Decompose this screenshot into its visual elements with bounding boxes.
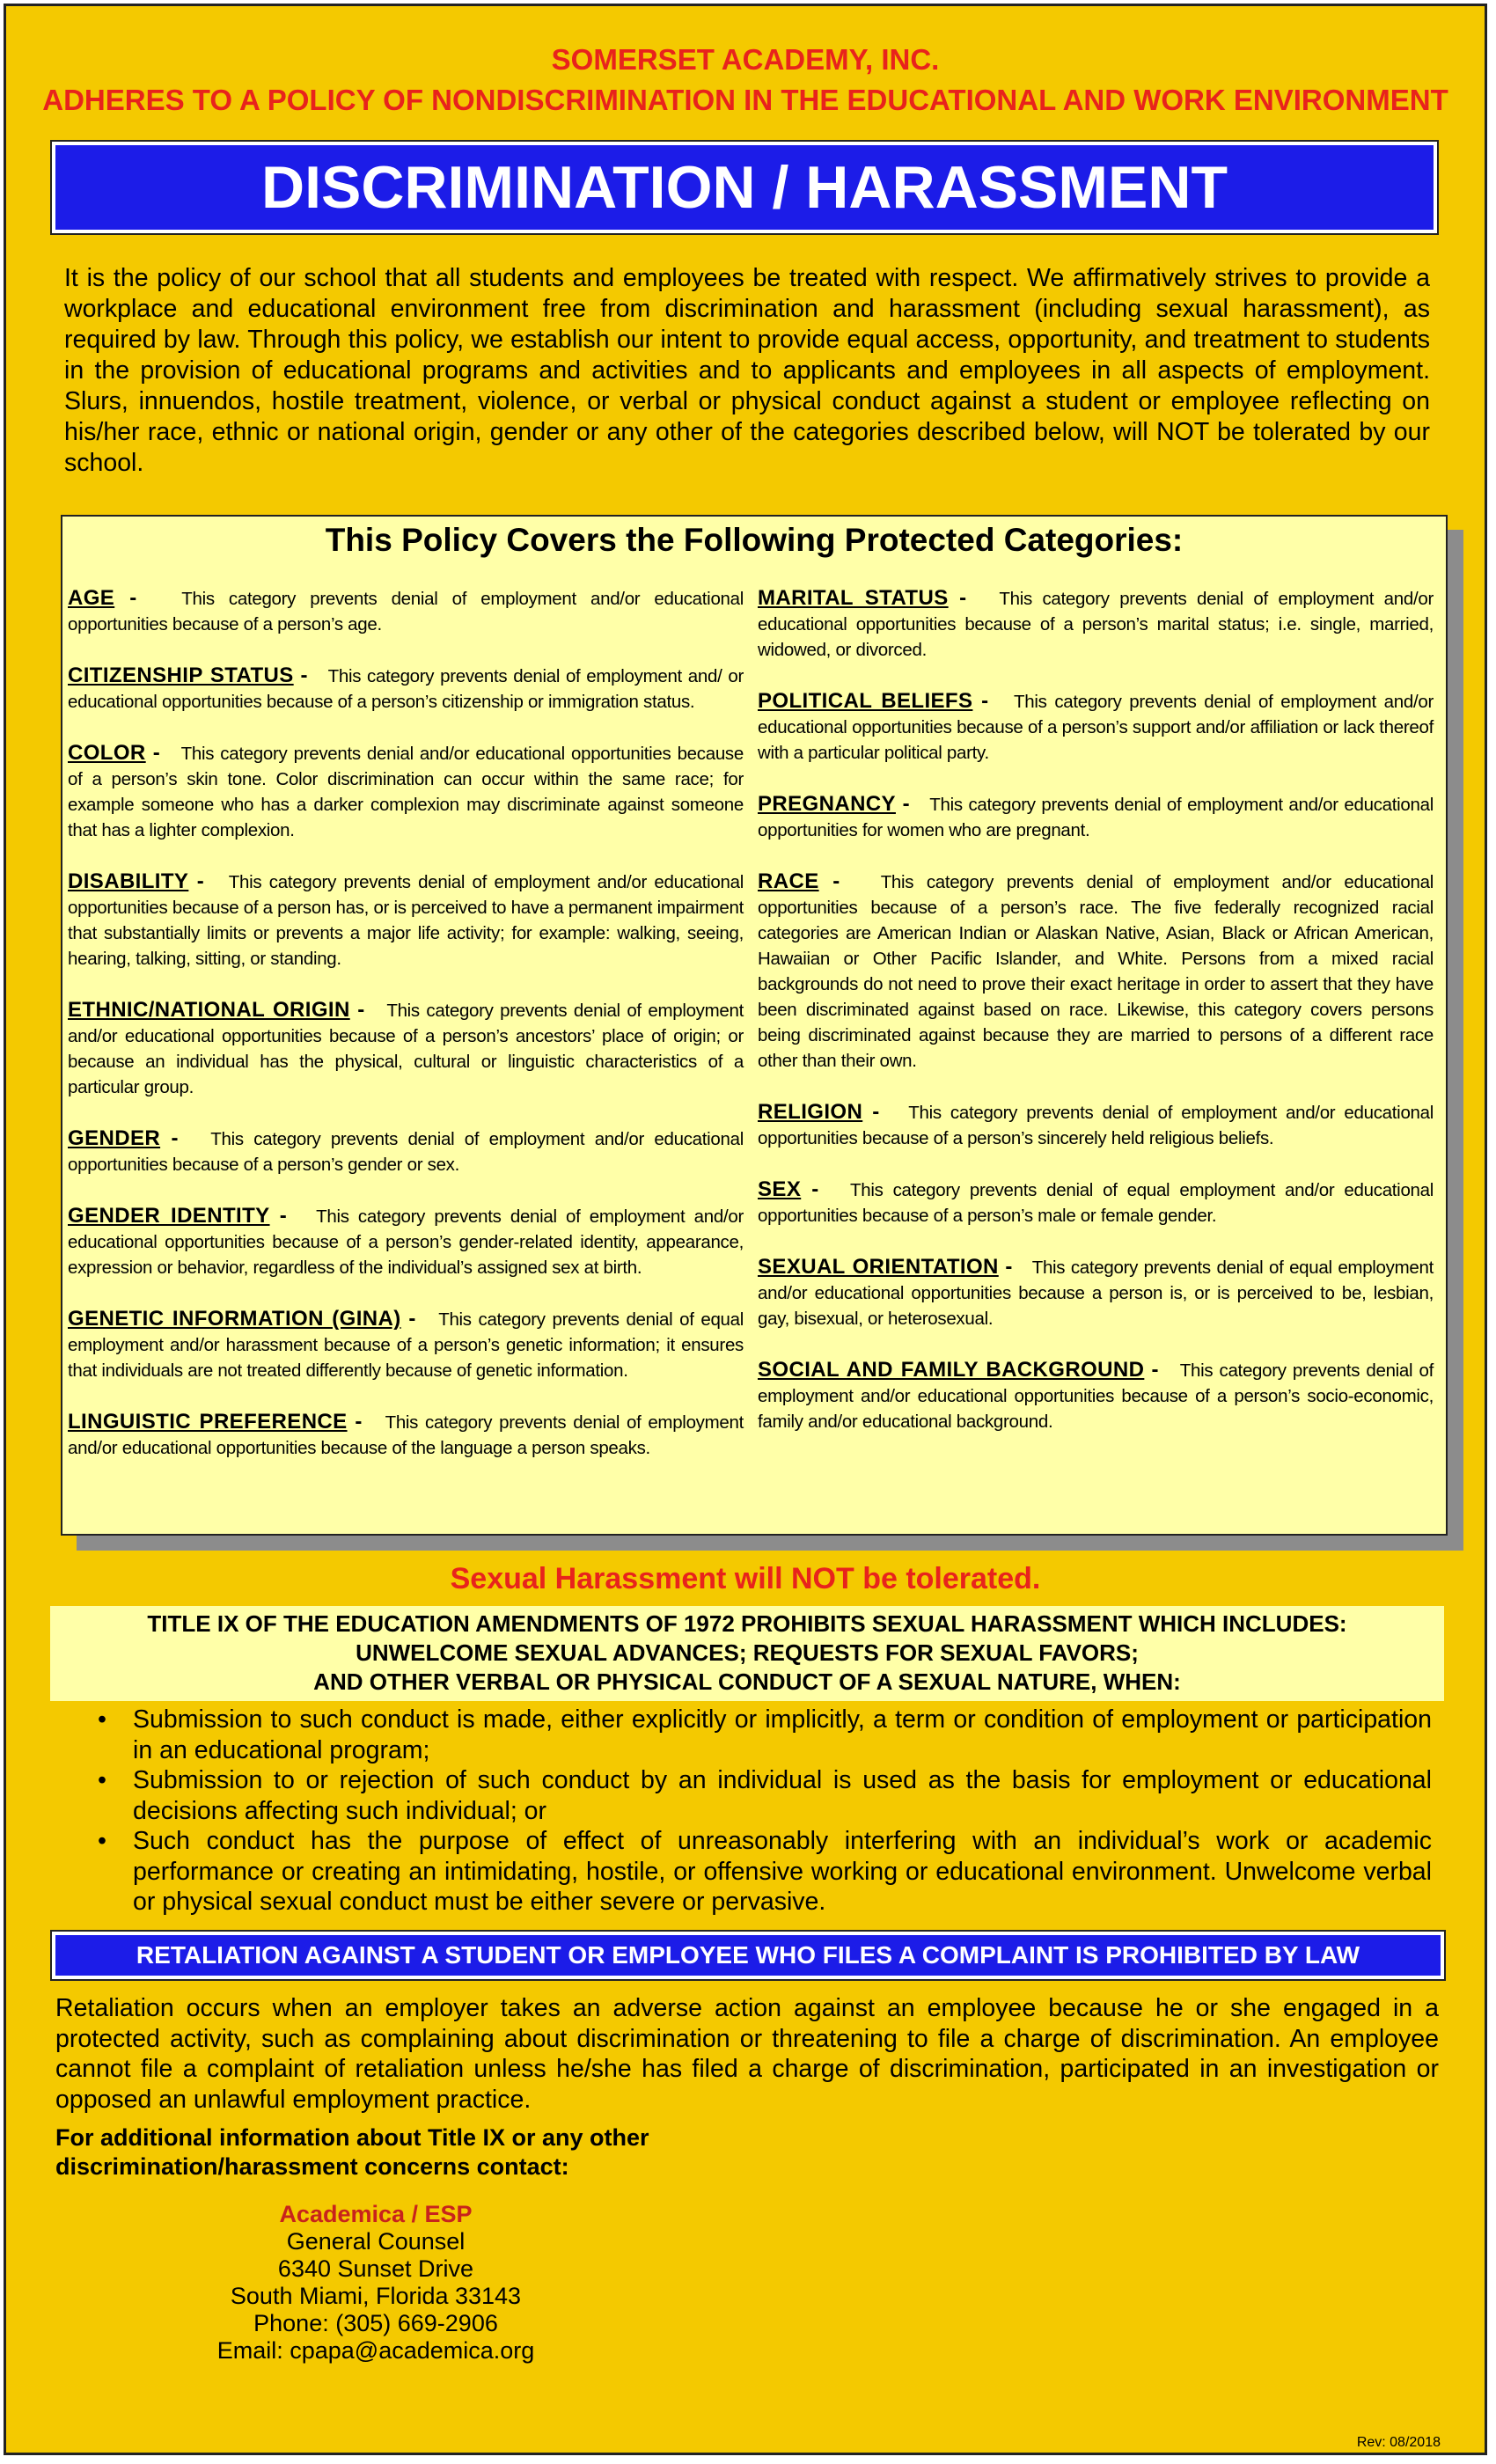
category-description: This category prevents denial of employment and/or educational opportunities because of a person’s socio-economic, family and/or educational background. (758, 1360, 1434, 1432)
contact-block (147, 2201, 605, 2365)
bullet-icon: • (98, 1766, 106, 1794)
intro-paragraph: It is the policy of our school that all students and employees be treated with respect. We affirmatively strives to provide a workplace and educational environment free from discrimination and harassment (including sexual harassment), as required by law. Through this policy, we establish our intent to provide equal access, opportunity, and treatment to students in the provision of educational programs and activities and to applicants and employees in all aspects of employment. Slurs, innuendos, hostile treatment, violence, or verbal or physical conduct against a student or employee reflecting on his/her race, ethnic or national origin, gender or any other of the categories described below, will NOT be tolerated by our school. (64, 264, 1430, 477)
category-name: CITIZENSHIP STATUS (68, 664, 294, 687)
harassment-conditions-list (94, 1705, 1432, 1918)
categories-panel (61, 515, 1448, 1536)
category-item: COLOR - This category prevents denial and/or educational opportunities because of a person’s skin tone. Color discrimination can occur within the same race; for example someone who has a darker complexion may discriminate against someone that has a lighter complexion. (68, 741, 744, 840)
category-item: SEX - This category prevents denial of equal employment and/or educational opportunities because of a person’s male or female gender. (758, 1177, 1434, 1226)
contact-organization: Academica / ESP (279, 2201, 473, 2227)
list-item: • Such conduct has the purpose of effect of unreasonably interfering with an individual’s work or academic performance or creating an intimidating, hostile, or offensive working or educational environment. Unwelcome verbal or physical sexual conduct must be either severe or pervasive. (98, 1827, 1432, 1916)
category-description: This category prevents denial of employment and/or educational opportunities for women who are pregnant. (758, 795, 1434, 840)
category-item: SOCIAL AND FAMILY BACKGROUND - This category prevents denial of employment and/or educational opportunities because of a person’s socio-economic, family and/or educational background. (758, 1358, 1434, 1432)
list-item: • Submission to such conduct is made, either explicitly or implicitly, a term or condition of employment or participation in an educational program; (98, 1705, 1432, 1764)
category-description: This category prevents denial of employment and/or educational opportunities because of a person’s ancestors’ place of origin; or because an individual has the physical, cultural or linguistic characteristics of a particular group. (68, 1001, 744, 1097)
category-item: GENDER IDENTITY - This category prevents denial of employment and/or educational opportunities because of a person’s gender-related identity, appearance, expression or behavior, regardless of the individual’s assigned sex at birth. (68, 1204, 744, 1278)
organization-name: SOMERSET ACADEMY, INC. (551, 43, 940, 76)
category-item: GENDER - This category prevents denial of employment and/or educational opportunities because of a person’s gender or sex. (68, 1126, 744, 1175)
title-ix-box (50, 1606, 1444, 1701)
retaliation-banner: RETALIATION AGAINST A STUDENT OR EMPLOYEE WHO FILES A COMPLAINT IS PROHIBITED BY LAW (52, 1932, 1444, 1979)
category-description: This category prevents denial of employment and/or educational opportunities because of a person’s gender or sex. (68, 1129, 744, 1175)
category-item: RELIGION - This category prevents denial of employment and/or educational opportunities because of a person’s sincerely held religious beliefs. (758, 1100, 1434, 1148)
category-name: COLOR (68, 741, 146, 765)
category-item: ETHNIC/NATIONAL ORIGIN - This category prevents denial of employment and/or educational opportunities because of a person’s ancestors’ place of origin; or because an individual has the physical, cultural or linguistic characteristics of a particular group. (68, 998, 744, 1097)
category-name: POLITICAL BELIEFS (758, 689, 973, 713)
category-description: This category prevents denial of employment and/or educational opportunities because of a person has, or is perceived to have a permanent impairment that substantially limits or prevents a major life activity; for example: walking, seeing, hearing, talking, sitting, or standing. (68, 872, 744, 969)
categories-title: This Policy Covers the Following Protected Categories: (325, 522, 1184, 558)
category-description: This category prevents denial of employment and/or educational opportunities because of the language a person speaks. (68, 1412, 744, 1458)
category-item: MARITAL STATUS - This category prevents denial of employment and/or educational opportunities because of a person’s marital status; i.e. single, married, widowed, or divorced. (758, 586, 1434, 660)
category-description: This category prevents denial of equal employment and/or harassment because of a person’s genetic information; it ensures that individuals are not treated differently because of genetic information. (68, 1309, 744, 1381)
contact-phone: Phone: (305) 669-2906 (253, 2310, 498, 2336)
additional-info-heading (55, 2123, 649, 2182)
poster (4, 4, 1487, 2455)
additional-info-line: discrimination/harassment concerns contact: (55, 2153, 569, 2180)
category-description: This category prevents denial of employment and/or educational opportunities because of a person’s gender-related identity, appearance, expression or behavior, regardless of the individual’s assigned sex at birth. (68, 1206, 744, 1278)
category-name: GENETIC INFORMATION (GINA) (68, 1307, 401, 1331)
category-item: PREGNANCY - This category prevents denial of employment and/or educational opportunities for women who are pregnant. (758, 792, 1434, 840)
title-ix-line: TITLE IX OF THE EDUCATION AMENDMENTS OF 1972 PROHIBITS SEXUAL HARASSMENT WHICH INCLUDES: (147, 1610, 1347, 1637)
category-name: LINGUISTIC PREFERENCE (68, 1410, 348, 1434)
category-item: AGE - This category prevents denial of employment and/or educational opportunities because of a person’s age. (68, 586, 744, 634)
category-description: This category prevents denial of employment and/or educational opportunities because of a person’s support and/or affiliation or lack thereof with a particular political party. (758, 692, 1434, 763)
category-item: DISABILITY - This category prevents denial of employment and/or educational opportunities because of a person has, or is perceived to have a permanent impairment that substantially limits or prevents a major life activity; for example: walking, seeing, hearing, talking, sitting, or standing. (68, 869, 744, 969)
category-name: MARITAL STATUS (758, 586, 949, 610)
contact-address-line: 6340 Sunset Drive (277, 2255, 474, 2282)
title-banner: DISCRIMINATION / HARASSMENT (52, 142, 1437, 233)
categories-right-column (758, 585, 1434, 1460)
categories-left-column (68, 585, 744, 1486)
policy-statement: ADHERES TO A POLICY OF NONDISCRIMINATION IN THE EDUCATIONAL AND WORK ENVIRONMENT (42, 84, 1448, 116)
category-description: This category prevents denial of employment and/or educational opportunities because of a person’s race. The five federally recognized racial categories are American Indian or Alaskan Native, Asian, Black or African American, Hawaiian or Other Pacific Islander, and White. Persons from a mixed racial backgrounds do not need to prove their exact heritage in order to assert that they have been discriminated against based on race. Likewise, this category covers persons being discriminated against because they are married to persons of a different race other than their own. (758, 872, 1434, 1071)
title-ix-line: AND OTHER VERBAL OR PHYSICAL CONDUCT OF A SEXUAL NATURE, WHEN: (313, 1668, 1181, 1695)
sexual-harassment-heading: Sexual Harassment will NOT be tolerated. (450, 1562, 1041, 1595)
category-name: DISABILITY (68, 869, 189, 893)
category-name: RACE (758, 869, 819, 893)
category-description: This category prevents denial of equal employment and/or educational opportunities because of a person’s male or female gender. (758, 1180, 1434, 1226)
category-item: CITIZENSHIP STATUS - This category prevents denial of employment and/ or educational opportunities because of a person’s citizenship or immigration status. (68, 664, 744, 712)
retaliation-paragraph: Retaliation occurs when an employer takes an adverse action against an employee because he or she engaged in a protected activity, such as complaining about discrimination or threatening to file a charge of discrimination. An employee cannot file a complaint of retaliation unless he/she has filed a charge of discrimination, participated in an investigation or opposed an unlawful employment practice. (55, 1994, 1439, 2114)
category-item: LINGUISTIC PREFERENCE - This category prevents denial of employment and/or educational opportunities because of the language a person speaks. (68, 1410, 744, 1458)
category-item: RACE - This category prevents denial of employment and/or educational opportunities because of a person’s race. The five federally recognized racial categories are American Indian or Alaskan Native, Asian, Black or African American, Hawaiian or Other Pacific Islander, and White. Persons from a mixed racial backgrounds do not need to prove their exact heritage in order to assert that they have been discriminated against based on race. Likewise, this category covers persons being discriminated against because they are married to persons of a different race other than their own. (758, 869, 1434, 1071)
category-description: This category prevents denial of employment and/or educational opportunities because of a person’s marital status; i.e. single, married, widowed, or divorced. (758, 589, 1434, 660)
category-name: SOCIAL AND FAMILY BACKGROUND (758, 1358, 1145, 1382)
category-name: RELIGION (758, 1100, 863, 1124)
category-description: This category prevents denial of employment and/or educational opportunities because of a person’s age. (68, 589, 744, 634)
title-ix-line: UNWELCOME SEXUAL ADVANCES; REQUESTS FOR SEXUAL FAVORS; (356, 1639, 1139, 1666)
category-description: This category prevents denial and/or educational opportunities because of a person’s skin tone. Color discrimination can occur within the same race; for example someone who has a darker complexion may discriminate against someone that has a lighter complexion. (68, 744, 744, 840)
contact-title: General Counsel (286, 2228, 466, 2255)
category-description: This category prevents denial of employment and/or educational opportunities because of a person’s sincerely held religious beliefs. (758, 1103, 1434, 1148)
revision-date: Rev: 08/2018 (1356, 2435, 1441, 2450)
bullet-icon: • (98, 1705, 106, 1734)
category-name: PREGNANCY (758, 792, 896, 816)
category-name: GENDER (68, 1126, 161, 1150)
contact-email[interactable]: Email: cpapa@academica.org (216, 2337, 535, 2364)
contact-address-line: South Miami, Florida 33143 (230, 2283, 522, 2309)
category-name: SEX (758, 1177, 802, 1201)
category-name: GENDER IDENTITY (68, 1204, 270, 1228)
category-item: SEXUAL ORIENTATION - This category prevents denial of equal employment and/or educational opportunities because a person is, or is perceived to be, lesbian, gay, bisexual, or heterosexual. (758, 1255, 1434, 1329)
bullet-icon: • (98, 1827, 106, 1855)
category-name: SEXUAL ORIENTATION (758, 1255, 999, 1279)
category-name: ETHNIC/NATIONAL ORIGIN (68, 998, 350, 1022)
category-item: GENETIC INFORMATION (GINA) - This category prevents denial of equal employment and/or harassment because of a person’s genetic information; it ensures that individuals are not treated differently because of genetic information. (68, 1307, 744, 1381)
category-item: POLITICAL BELIEFS - This category prevents denial of employment and/or educational opportunities because of a person’s support and/or affiliation or lack thereof with a particular political party. (758, 689, 1434, 763)
category-description: This category prevents denial of equal employment and/or educational opportunities because a person is, or is perceived to be, lesbian, gay, bisexual, or heterosexual. (758, 1258, 1434, 1329)
list-item: • Submission to or rejection of such conduct by an individual is used as the basis for employment or educational decisions affecting such individual; or (98, 1766, 1432, 1825)
category-description: This category prevents denial of employment and/ or educational opportunities because of a person’s citizenship or immigration status. (68, 666, 744, 712)
additional-info-line: For additional information about Title IX or any other (55, 2124, 649, 2151)
category-name: AGE (68, 586, 115, 610)
